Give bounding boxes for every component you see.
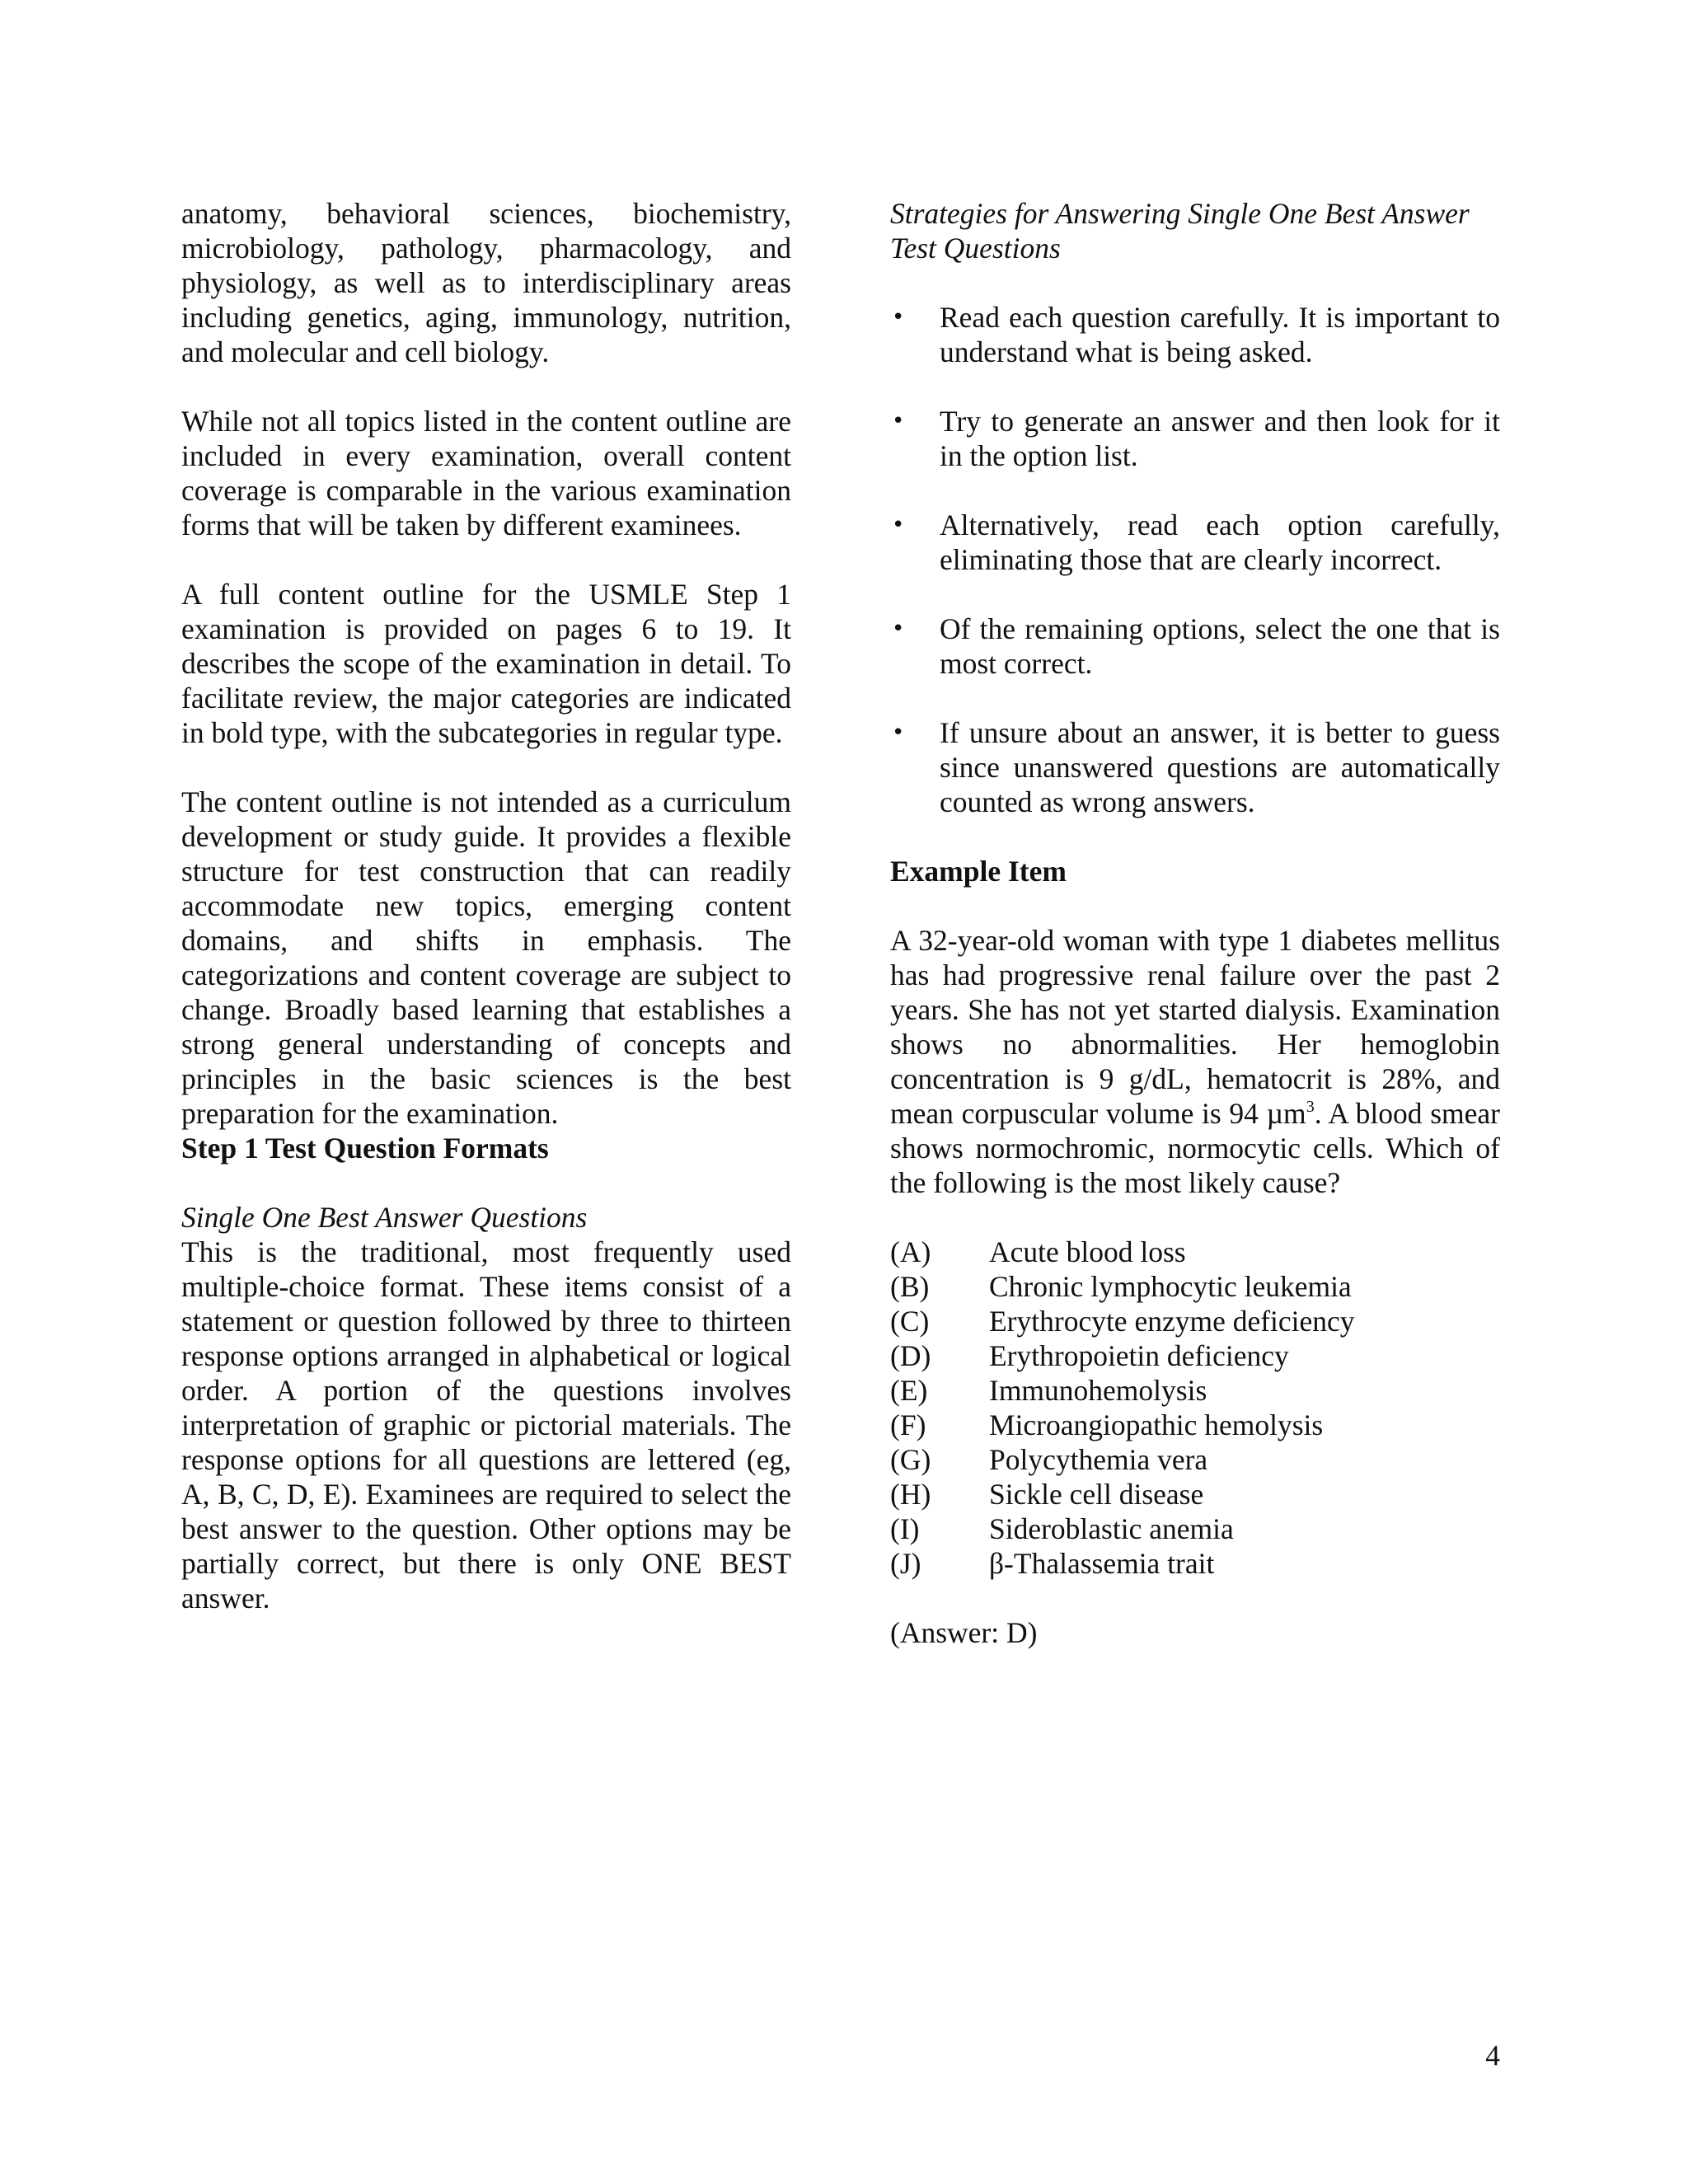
bullet-text: Alternatively, read each option carefully, eliminating those that are clearly incorrect. xyxy=(940,509,1500,576)
stem-text-part2: . A blood smear shows normochromic, normocytic cells. Which of the following is the most likely cause? xyxy=(890,1097,1500,1199)
paragraph-content-outline: A full content outline for the USMLE Step 1 examination is provided on pages 6 to 19. It describes the scope of the examination in detail. To facilitate review, the major categories are indicated in bold type, with the subcategories in regular type. xyxy=(181,578,791,749)
answer-option xyxy=(890,1546,1500,1581)
option-text: Sickle cell disease xyxy=(989,1478,1204,1511)
list-item xyxy=(890,300,1500,369)
option-letter: (D) xyxy=(890,1339,931,1372)
option-letter: (F) xyxy=(890,1408,926,1441)
example-question-stem xyxy=(890,923,1500,1200)
option-text: Erythrocyte enzyme deficiency xyxy=(989,1305,1355,1338)
answer-option xyxy=(890,1373,1500,1408)
example-item-heading: Example Item xyxy=(890,855,1067,888)
answer-option xyxy=(890,1408,1500,1442)
page-number: 4 xyxy=(1485,2039,1500,2072)
option-text: Immunohemolysis xyxy=(989,1374,1207,1407)
paragraph-outline-purpose: The content outline is not intended as a curriculum development or study guide. It provides a flexible structure for test construction that can readily accommodate new topics, emerging content domains, and shifts in emphasis. The categorizations and content coverage are subject to change. Broadly based learning that establishes a strong general understanding of concepts and principles in the basic sciences is the best preparation for the examination. xyxy=(181,785,791,1130)
paragraph-content-coverage: While not all topics listed in the content outline are included in every examination, overall content coverage is comparable in the various examination forms that will be taken by different examinees. xyxy=(181,405,791,541)
right-column xyxy=(890,196,1500,1650)
list-item xyxy=(890,612,1500,681)
option-text: Microangiopathic hemolysis xyxy=(989,1408,1324,1441)
option-letter: (I) xyxy=(890,1512,920,1545)
bullet-text: Try to generate an answer and then look for it in the option list. xyxy=(940,405,1500,472)
strategies-list xyxy=(890,300,1500,819)
option-text: Erythropoietin deficiency xyxy=(989,1339,1289,1372)
stem-superscript: 3 xyxy=(1306,1098,1315,1116)
answer-option xyxy=(890,1338,1500,1373)
paragraph-format-description: This is the traditional, most frequently used multiple-choice format. These items consist of a statement or question followed by three to thirteen response options arranged in alphabetical or logical order. A portion of the questions involves interpretation of graphic or pictorial materials. The response options for all questions are lettered (eg, A, B, C, D, E). Examinees are required to select the best answer to the question. Other options may be partially correct, but there is only ONE BEST answer. xyxy=(181,1235,791,1615)
option-text: β-Thalassemia trait xyxy=(989,1547,1215,1580)
answer-option xyxy=(890,1511,1500,1546)
bullet-text: Read each question carefully. It is important to understand what is being asked. xyxy=(940,301,1500,368)
list-item xyxy=(890,715,1500,819)
answer-key: (Answer: D) xyxy=(890,1616,1038,1649)
bullet-icon: • xyxy=(892,720,905,745)
subheading-single-best-answer: Single One Best Answer Questions xyxy=(181,1201,588,1234)
left-column xyxy=(181,196,791,1615)
list-item xyxy=(890,508,1500,577)
stem-text-part1: A 32-year-old woman with type 1 diabetes mellitus has had progressive renal failure over the past 2 years. She has not yet started dialysis. Examination shows no abnormalities. Her hemoglobin concentration is 9 g/dL, hematocrit is 28%, and mean corpuscular volume is 94 µm xyxy=(890,924,1500,1130)
option-letter: (E) xyxy=(890,1374,928,1407)
option-text: Acute blood loss xyxy=(989,1235,1186,1268)
answer-option xyxy=(890,1269,1500,1304)
answer-options-list xyxy=(890,1235,1500,1581)
bullet-text: Of the remaining options, select the one that is most correct. xyxy=(940,612,1500,680)
section-heading-question-formats: Step 1 Test Question Formats xyxy=(181,1132,549,1165)
answer-option xyxy=(890,1442,1500,1477)
paragraph-subject-areas: anatomy, behavioral sciences, biochemistry, microbiology, pathology, pharmacology, and physiology, as well as to interdisciplinary areas including genetics, aging, immunology, nutrition, and molecular and cell biology. xyxy=(181,197,791,368)
option-letter: (C) xyxy=(890,1305,930,1338)
bullet-icon: • xyxy=(892,409,905,434)
option-text: Polycythemia vera xyxy=(989,1443,1208,1476)
option-letter: (A) xyxy=(890,1235,931,1268)
option-letter: (H) xyxy=(890,1478,931,1511)
bullet-icon: • xyxy=(892,305,905,330)
option-letter: (B) xyxy=(890,1270,930,1303)
option-letter: (G) xyxy=(890,1443,931,1476)
option-text: Chronic lymphocytic leukemia xyxy=(989,1270,1352,1303)
bullet-icon: • xyxy=(892,513,905,537)
answer-option xyxy=(890,1477,1500,1511)
answer-option xyxy=(890,1235,1500,1269)
list-item xyxy=(890,404,1500,473)
bullet-icon: • xyxy=(892,616,905,641)
strategies-title: Strategies for Answering Single One Best Answer Test Questions xyxy=(890,197,1470,265)
option-text: Sideroblastic anemia xyxy=(989,1512,1234,1545)
bullet-text: If unsure about an answer, it is better to guess since unanswered questions are automatically counted as wrong answers. xyxy=(940,716,1500,818)
answer-option xyxy=(890,1304,1500,1338)
option-letter: (J) xyxy=(890,1547,921,1580)
